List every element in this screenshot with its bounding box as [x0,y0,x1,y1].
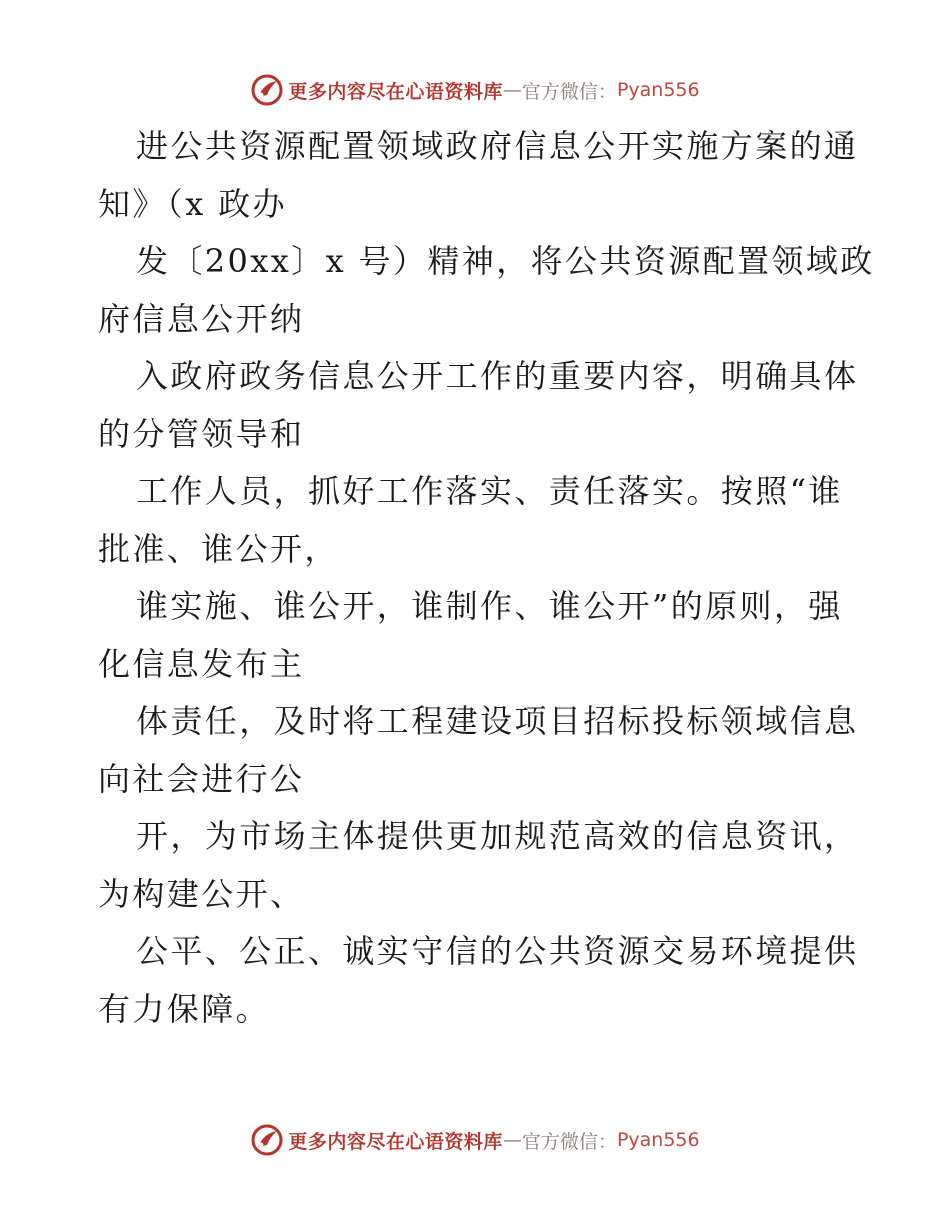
watermark-label: 官方微信： [521,80,617,103]
document-body [98,118,875,1038]
text-line: 进公共资源配置领域政府信息公开实施方案的通 [136,127,859,165]
text-line: 工作人员，抓好工作落实、责任落实。按照“谁 [136,472,843,510]
text-line: 入政府政务信息公开工作的重要内容，明确具体 [136,357,859,395]
text-line: 批准、谁公开， [98,529,339,568]
watermark-title: 更多内容尽在心语资料库 [288,80,503,103]
text-line: 体责任，及时将工程建设项目招标投标领域信息 [136,702,859,740]
text-line: 知》（x 政办 [98,184,288,223]
text-line: 谁实施、谁公开，谁制作、谁公开”的原则，强 [136,587,843,625]
watermark-title: 更多内容尽在心语资料库 [288,1130,503,1153]
watermark-id: Pyan556 [616,1129,700,1151]
text-line: 发〔20xx〕x 号）精神，将公共资源配置领域政 [136,242,875,280]
text-line: 开，为市场主体提供更加规范高效的信息资讯， [136,817,859,855]
header-watermark [0,70,950,110]
text-line: 为构建公开、 [98,874,305,913]
watermark-dash: — [502,1129,522,1151]
text-line: 向社会进行公 [98,759,305,798]
watermark-id: Pyan556 [616,79,700,101]
footer-watermark [0,1120,950,1160]
watermark-dash: — [502,79,522,101]
watermark-label: 官方微信： [521,1130,617,1153]
text-line: 有力保障。 [98,989,271,1028]
watermark-logo-icon [250,1123,284,1157]
text-line: 的分管领导和 [98,414,305,453]
text-line: 公平、公正、诚实守信的公共资源交易环境提供 [136,932,859,970]
text-line: 府信息公开纳 [98,299,305,338]
watermark-logo-icon [250,73,284,107]
text-line: 化信息发布主 [98,644,305,683]
